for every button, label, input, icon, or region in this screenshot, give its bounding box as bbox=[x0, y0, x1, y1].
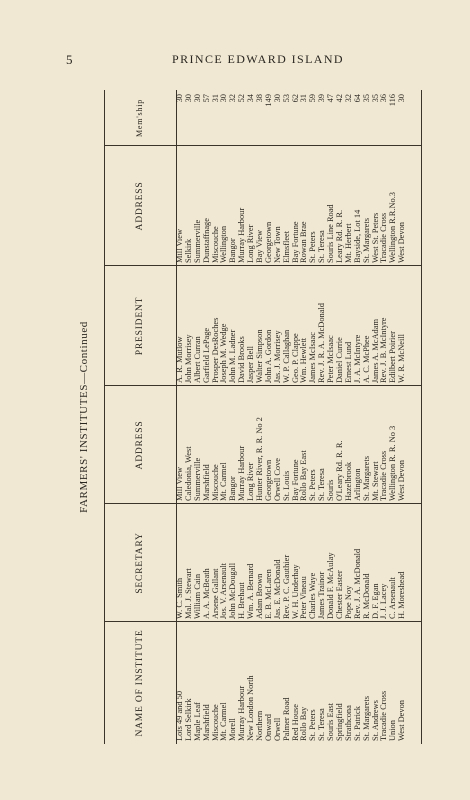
president-address: Summerville bbox=[192, 219, 202, 263]
president-name: Jasper Bell bbox=[246, 346, 256, 383]
secretary-name: James Trainor bbox=[317, 571, 327, 619]
secretary-address: Bay Fortune bbox=[290, 459, 300, 501]
secretary-name: R. McDonald bbox=[361, 573, 371, 619]
president-address: Tracadie Cross bbox=[379, 212, 389, 263]
col-header-secretary-address: ADDRESS bbox=[105, 386, 177, 504]
president-name: Walter Simpson bbox=[255, 329, 265, 383]
president-name: Edilbert Poirier bbox=[388, 331, 398, 383]
membership-count: 57 bbox=[201, 94, 211, 103]
institute-name: St. Patrick bbox=[352, 706, 362, 741]
membership-count: 30 bbox=[183, 94, 193, 103]
president-name: Rev. J. B. McIntyre bbox=[379, 317, 389, 383]
institute-column bbox=[176, 622, 421, 744]
membership-count: 30 bbox=[192, 94, 202, 103]
secretary-name: Charles Waye bbox=[308, 572, 318, 619]
membership-column bbox=[176, 90, 421, 146]
institute-name: St. Peters bbox=[308, 709, 318, 741]
membership-count: 35 bbox=[370, 94, 380, 103]
president-address: West St. Peters bbox=[370, 212, 380, 263]
president-name: A. C. McPhee bbox=[361, 335, 371, 383]
president-name: John Morrisey bbox=[183, 334, 193, 383]
secretary-address: Wellington R. R. No 3 bbox=[388, 425, 398, 501]
president-address: Leary Rd. R. R. bbox=[335, 209, 345, 263]
secretary-name: J. J. Lacey bbox=[379, 583, 389, 619]
president-address: West Devon bbox=[397, 222, 407, 263]
secretary-address: Caledonia, West bbox=[183, 446, 193, 501]
secretary-name: E. B. McLaren bbox=[263, 569, 273, 619]
secretary-name: Mal. J. Stewart bbox=[183, 568, 193, 619]
col-header-president-address: ADDRESS bbox=[105, 146, 177, 266]
institute-name: Union bbox=[388, 720, 398, 741]
secretary-address: Mt. Carmel bbox=[219, 462, 229, 501]
president-address: Wellington R.R.No.3 bbox=[388, 192, 398, 263]
president-address: Rowan Brae bbox=[299, 221, 309, 263]
institute-name: Tracadie Cross bbox=[379, 690, 389, 741]
institute-name: Murray Harbour bbox=[237, 685, 247, 741]
president-address: St. Peters bbox=[308, 231, 318, 263]
membership-count: 30 bbox=[272, 94, 282, 103]
secretary-address: St. Peters bbox=[308, 469, 318, 501]
president-address: Long River bbox=[246, 224, 256, 263]
president-address: Bay View bbox=[255, 229, 265, 263]
secretary-name: Rev. J. A. McDonald bbox=[352, 548, 362, 619]
president-name: Daniel Currie bbox=[335, 337, 345, 383]
membership-count: 59 bbox=[308, 94, 318, 103]
secretary-address: Mill View bbox=[175, 466, 184, 501]
secretary-name: Chester Easter bbox=[335, 570, 345, 619]
president-address: Georgetown bbox=[263, 221, 273, 263]
secretary-address: Orwell Cove bbox=[272, 457, 282, 501]
secretary-name: Jas. E. McDonald bbox=[272, 559, 282, 619]
membership-count: 39 bbox=[317, 94, 327, 103]
secretary-address: Souris bbox=[326, 479, 336, 501]
president-address: St. Teresa bbox=[317, 230, 327, 263]
president-address: Souris Line Road bbox=[326, 204, 336, 263]
president-name: John M. Ladner bbox=[228, 329, 238, 383]
institute-name: Red House bbox=[290, 704, 300, 741]
president-name: Wm. Hewlett bbox=[299, 337, 309, 383]
president-address: Mill View bbox=[175, 228, 184, 263]
rotated-table bbox=[78, 90, 420, 744]
membership-count: 38 bbox=[255, 94, 265, 103]
institute-name: St. Teresa bbox=[317, 708, 327, 741]
membership-count: 64 bbox=[352, 94, 362, 103]
institute-name: Strathcona bbox=[343, 705, 353, 741]
institute-name: Northern bbox=[255, 710, 265, 741]
secretary-name: Adam Brown bbox=[255, 573, 265, 619]
secretary-address: Murray Harbour bbox=[237, 445, 247, 501]
president-name: Joseph M. Wedge bbox=[219, 323, 229, 383]
president-name: James A. McAdam bbox=[370, 319, 380, 383]
president-address: Bayside, Lot 14 bbox=[352, 209, 362, 263]
secretary-address: O'Leary Rd. R. R. bbox=[335, 440, 345, 501]
secretary-address-column bbox=[176, 386, 421, 504]
president-name: J. A. McIntyre bbox=[352, 334, 362, 383]
membership-count: 42 bbox=[335, 94, 345, 103]
membership-count: 32 bbox=[228, 94, 238, 103]
institute-name: Springfield bbox=[335, 703, 345, 741]
institute-name: St. Andrews bbox=[370, 700, 380, 741]
president-name: Ernest Lund bbox=[343, 341, 353, 383]
secretary-address: Miscouche bbox=[210, 464, 220, 501]
president-address: Wellington bbox=[219, 225, 229, 263]
membership-count: 31 bbox=[210, 94, 220, 103]
secretary-name: Jos. V. Arsenault bbox=[219, 563, 229, 619]
secretary-address: St. Teresa bbox=[317, 468, 327, 501]
membership-count: 116 bbox=[388, 94, 398, 107]
table-grid bbox=[104, 90, 422, 744]
table-title: FARMERS' INSTITUTES—Continued bbox=[78, 321, 90, 513]
secretary-address: Hunter River, R. R. No 2 bbox=[255, 417, 265, 501]
president-name: Prosper DesRoches bbox=[210, 317, 220, 383]
membership-count: 36 bbox=[379, 94, 389, 103]
institute-name: Orwell bbox=[272, 717, 282, 741]
membership-count: 32 bbox=[343, 94, 353, 103]
president-column bbox=[176, 266, 421, 386]
president-name: W. P. Callaghan bbox=[281, 329, 291, 383]
col-header-president: PRESIDENT bbox=[105, 266, 177, 386]
secretary-address: Bangor bbox=[228, 476, 238, 501]
secretary-address: Tracadie Cross bbox=[379, 450, 389, 501]
secretary-name: Arsene Gallant bbox=[210, 568, 220, 619]
president-name: David Brooks bbox=[237, 336, 247, 383]
membership-count: 30 bbox=[219, 94, 229, 103]
secretary-name: W. H. Underhay bbox=[290, 564, 300, 619]
secretary-name: Rev. P. C. Gauthier bbox=[281, 554, 291, 619]
institute-name: Rollo Bay bbox=[299, 706, 309, 741]
president-address: Selkirk bbox=[183, 238, 193, 263]
membership-count: 35 bbox=[361, 94, 371, 103]
institute-name: Lord Selkirk bbox=[183, 698, 193, 741]
institute-name: Onward bbox=[263, 714, 273, 741]
secretary-address: St. Louis bbox=[281, 470, 291, 501]
institute-name: Morell bbox=[228, 718, 238, 741]
president-address: Elmsfleet bbox=[281, 230, 291, 263]
president-address: Miscouche bbox=[210, 226, 220, 263]
secretary-name: Pope Noy bbox=[343, 585, 353, 619]
president-name: James McIsaac bbox=[308, 332, 318, 383]
institute-name: St. Margarets bbox=[361, 696, 371, 741]
institute-name: Souris East bbox=[326, 703, 336, 741]
president-name: Jas. J. Morrisey bbox=[272, 330, 282, 383]
president-name: W. R. McNeill bbox=[397, 333, 407, 383]
secretary-name: William Cain bbox=[192, 573, 202, 619]
institute-name: Miscouche bbox=[210, 704, 220, 741]
membership-count: 30 bbox=[175, 94, 184, 103]
secretary-address: Mt. Stewart bbox=[370, 461, 380, 501]
president-address: St. Margarets bbox=[361, 218, 371, 263]
secretary-address: Rollo Bay East bbox=[299, 450, 309, 501]
president-address: Bangor bbox=[228, 238, 238, 263]
secretary-name: Donald F. McAulay bbox=[326, 552, 336, 619]
president-name: A. R. Mutlow bbox=[175, 336, 184, 383]
col-header-institute: NAME OF INSTITUTE bbox=[105, 622, 177, 744]
membership-count: 52 bbox=[237, 94, 247, 103]
secretary-address: Georgetown bbox=[263, 459, 273, 501]
secretary-name: H. Brehaut bbox=[237, 582, 247, 619]
president-name: Geo. P. Clappe bbox=[290, 333, 300, 383]
membership-count: 34 bbox=[246, 94, 256, 103]
institute-name: New London North bbox=[246, 675, 256, 741]
secretary-address: Hazelbrook bbox=[343, 461, 353, 501]
secretary-name: Wm. A. Bernard bbox=[246, 563, 256, 619]
secretary-column bbox=[176, 504, 421, 622]
secretary-name: John McDougall bbox=[228, 562, 238, 619]
president-address: Bay Fortune bbox=[290, 221, 300, 263]
membership-count: 53 bbox=[281, 94, 291, 103]
running-head: PRINCE EDWARD ISLAND bbox=[172, 52, 344, 66]
col-header-secretary: SECRETARY bbox=[105, 504, 177, 622]
president-name: Garfield LePage bbox=[201, 327, 211, 383]
col-header-membership: Mem'ship bbox=[105, 90, 177, 146]
secretary-address: Arlington bbox=[352, 468, 362, 501]
secretary-address: West Devon bbox=[397, 460, 407, 501]
institute-name: Lots 49 and 50 bbox=[175, 690, 184, 741]
president-address: Mt. Herbert bbox=[343, 223, 353, 263]
membership-count: 149 bbox=[263, 94, 273, 107]
membership-count: 31 bbox=[299, 94, 309, 103]
secretary-address: Summerville bbox=[192, 457, 202, 501]
secretary-name: A. A. McBeath bbox=[201, 568, 211, 619]
membership-count: 62 bbox=[290, 94, 300, 103]
president-name: Rev. J. R. A. McDonald bbox=[317, 303, 327, 383]
institute-name: West Devon bbox=[397, 700, 407, 741]
president-address: Dunstaffnage bbox=[201, 218, 211, 263]
secretary-name: C. Arsenault bbox=[388, 577, 398, 619]
president-name: Peter McIsaac bbox=[326, 335, 336, 383]
secretary-address: St. Margarets bbox=[361, 456, 371, 501]
president-address: Murray Harbour bbox=[237, 207, 247, 263]
institute-name: Mt. Carmel bbox=[219, 702, 229, 741]
institute-name: Maple Leaf bbox=[192, 702, 202, 741]
secretary-name: Peter Vineau bbox=[299, 576, 309, 619]
president-name: Albert Curran bbox=[192, 336, 202, 383]
president-name: John A. Gordon bbox=[263, 329, 273, 383]
membership-count: 47 bbox=[326, 94, 336, 103]
secretary-name: D. F. Egan bbox=[370, 583, 380, 619]
secretary-address: Marshfield bbox=[201, 464, 211, 501]
president-address-column bbox=[176, 146, 421, 266]
institute-name: Palmer Road bbox=[281, 697, 291, 741]
secretary-name: W. C. Smith bbox=[175, 577, 184, 619]
institute-name: Marshfield bbox=[201, 704, 211, 741]
membership-count: 30 bbox=[397, 94, 407, 103]
president-address: New Town bbox=[272, 226, 282, 263]
page-number: 5 bbox=[66, 52, 74, 67]
secretary-name: H. Moreshead bbox=[397, 571, 407, 619]
secretary-address: Long River bbox=[246, 462, 256, 501]
